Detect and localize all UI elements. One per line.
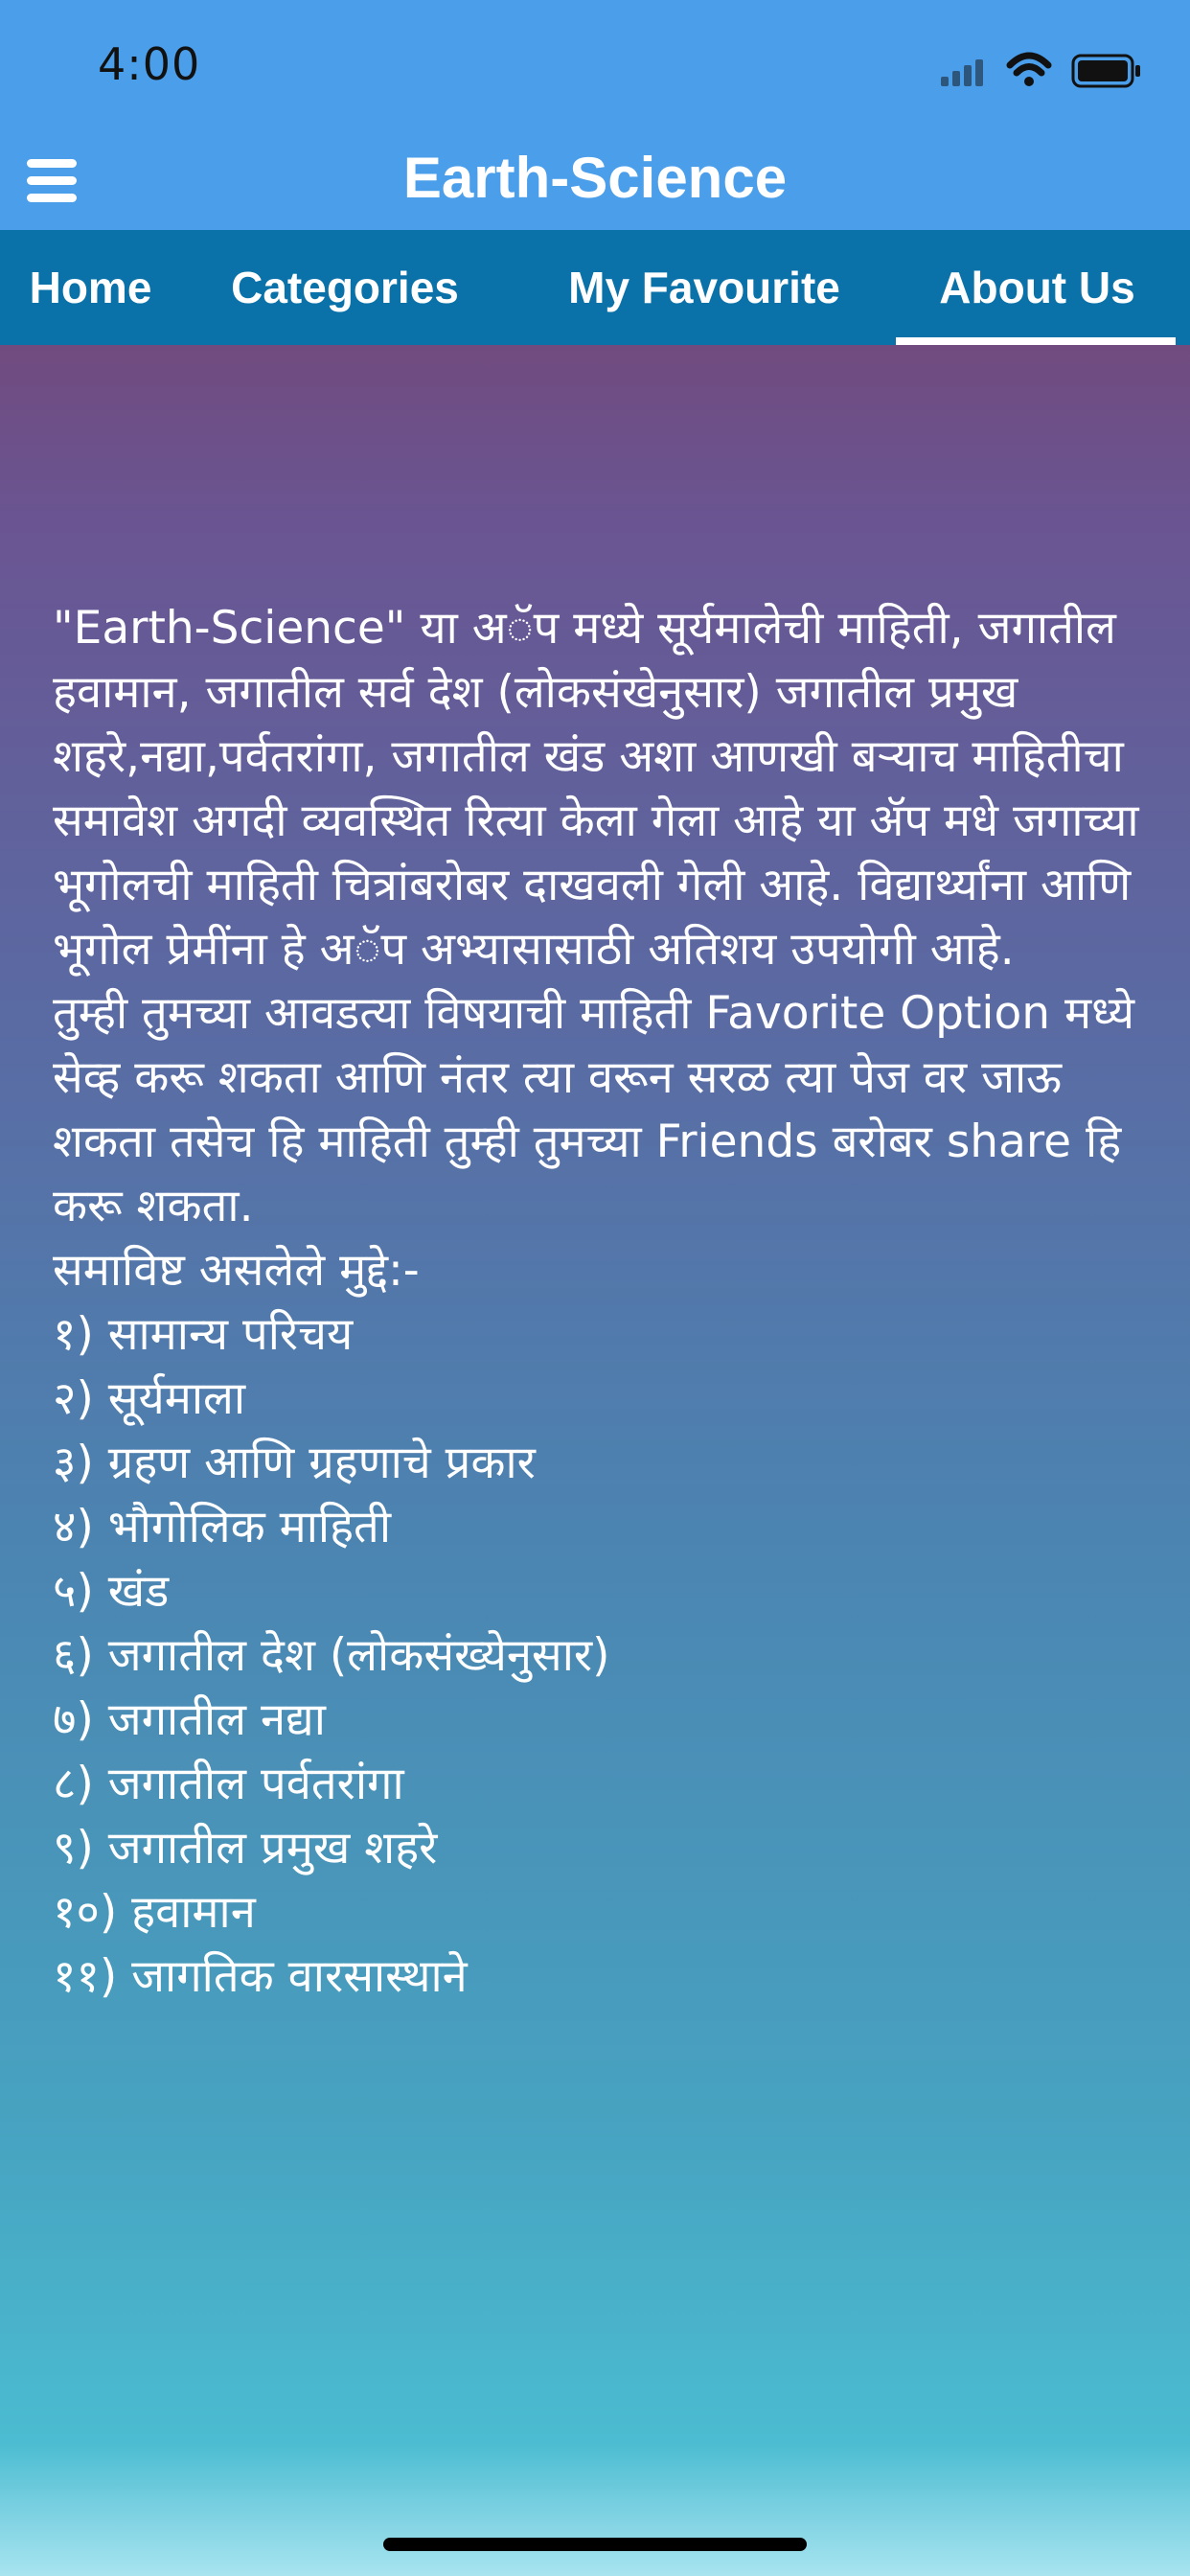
tab-categories[interactable]: Categories <box>231 263 459 312</box>
tab-my-favourite[interactable]: My Favourite <box>568 263 840 312</box>
signal-icon <box>941 59 983 86</box>
about-description: "Earth-Science" या अॅप मध्ये सूर्यमालेची माहिती, जगातील हवामान, जगातील सर्व देश (लोकसंखेनुसार) जगातील प्रमुख शहरे,नद्या,पर्वतरांगा, जगातील खंड अशा आणखी बऱ्याच माहितीचा समावेश अगदी व्यवस्थित रित्या केला गेला आहे या ॲप मधे जगाच्या भूगोलची माहिती चित्रांबरोबर दाखवली गेली आहे. विद्यार्थ्यांना आणि भूगोल प्रेमींना हे अॅप अभ्यासासाठी अतिशय उपयोगी आहे. तुम्ही तुमच्या आवडत्या विषयाची माहिती Favorite Option मध्ये सेव्ह करू शकता आणि नंतर त्या वरून सरळ त्या पेज वर जाऊ शकता तसेच हि माहिती तुम्ही तुमच्या Friends बरोबर share हि करू शकता. समाविष्ट असलेले मुद्दे:- १) सामान्य परिचय २) सूर्यमाला ३) ग्रहण आणि ग्रहणाचे प्रकार ४) भौगोलिक माहिती ५) खंड ६) जगातील देश (लोकसंख्येनुसार) ७) जगातील नद्या ८) जगातील पर्वतरांगा ९) जगातील प्रमुख शहरे १०) हवामान ११) जागतिक वारसास्थाने <box>53 602 1139 2003</box>
tab-home[interactable]: Home <box>29 263 152 312</box>
page-title: Earth-Science <box>402 146 788 210</box>
status-time: 4:00 <box>98 38 201 90</box>
tab-about-us[interactable]: About Us <box>939 263 1135 312</box>
about-content[interactable] <box>0 345 1190 2576</box>
app-header <box>0 144 1190 230</box>
selected-tab-indicator <box>896 337 1176 345</box>
home-indicator[interactable] <box>383 2538 807 2551</box>
battery-icon <box>1073 56 1140 86</box>
wifi-icon <box>1010 56 1048 86</box>
status-icons <box>941 50 1142 92</box>
tab-bar <box>0 230 1190 345</box>
status-bar <box>0 0 1190 144</box>
